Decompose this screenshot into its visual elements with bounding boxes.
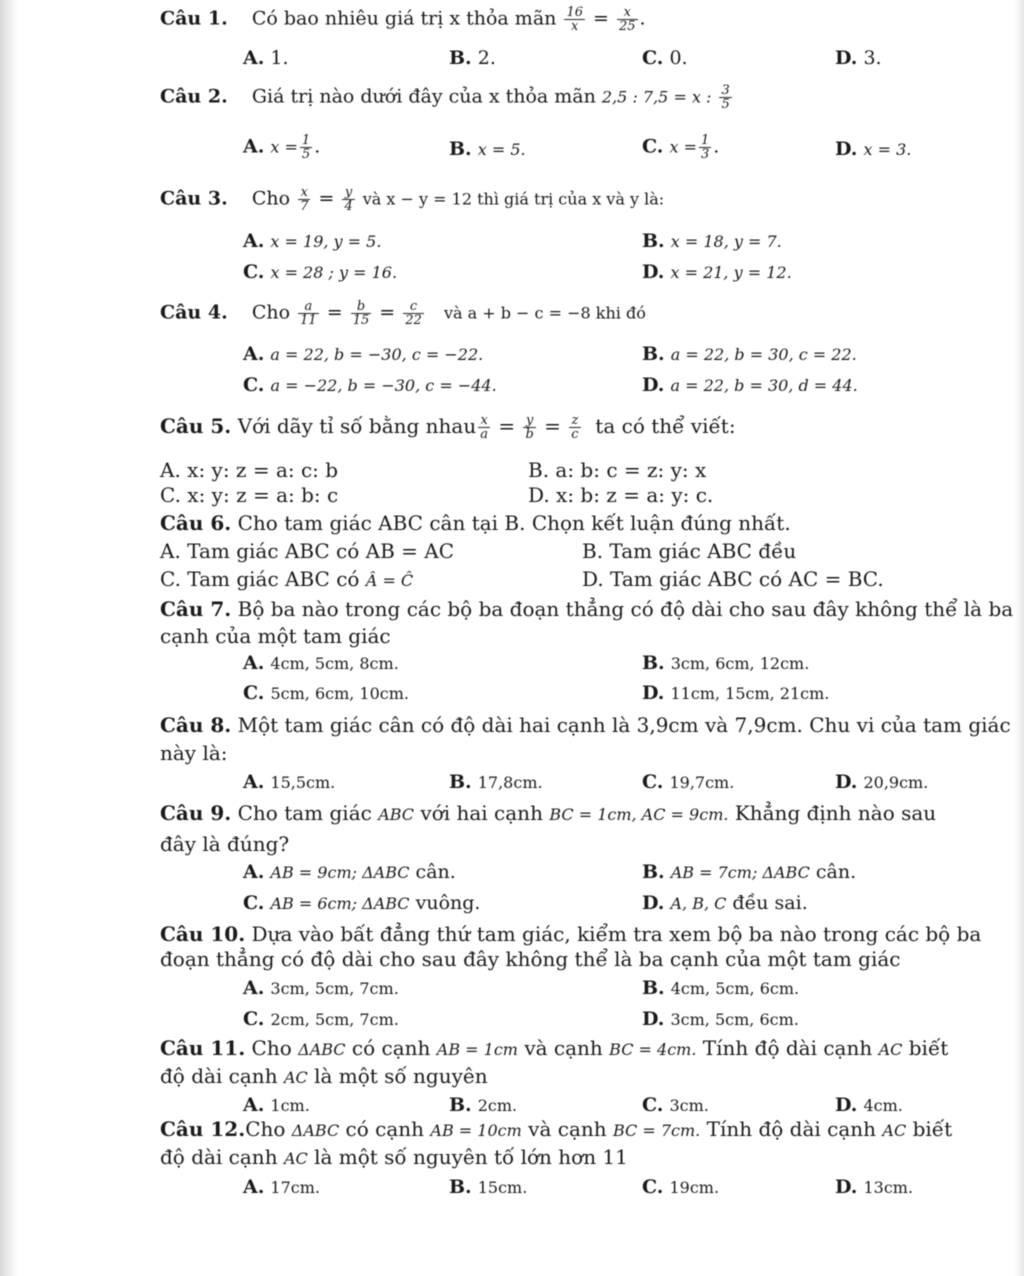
option-label: C.: [243, 374, 265, 396]
frac-num: c: [403, 300, 424, 314]
question-stem: Cho: [251, 1036, 292, 1060]
option-text: cân.: [415, 861, 456, 883]
question-stem: và x − y = 12 thì giá trị của x và y là:: [362, 189, 665, 209]
question-2: [160, 84, 734, 111]
fraction: [719, 84, 731, 111]
question-stem: và cạnh: [524, 1036, 603, 1060]
question-stem: Giá trị nào dưới đây của x thỏa mãn: [251, 85, 596, 108]
question-label: Câu 1.: [160, 7, 228, 30]
question-stem: Tính độ dài cạnh: [706, 1117, 877, 1141]
option-label: B.: [642, 977, 665, 999]
math-expr: AB = 7cm; ΔABC: [670, 863, 810, 882]
option-label: D.: [835, 47, 858, 69]
question-stem: Cho: [251, 187, 291, 210]
frac-num: x: [617, 6, 638, 20]
punct: .: [314, 135, 321, 158]
option-text: a = 22, b = −30, c = −22.: [270, 345, 484, 364]
option-label: A.: [243, 771, 265, 793]
option-label: D.: [835, 1094, 858, 1116]
option-label: A.: [243, 977, 265, 999]
option-text: 1.: [270, 47, 289, 69]
math-expr: Â = Ĉ: [365, 571, 414, 590]
question-12: [160, 1117, 952, 1143]
option-label: B.: [449, 771, 472, 793]
question-label: Câu 8.: [160, 713, 232, 737]
question-4: [160, 300, 646, 327]
option-text: 19,7cm.: [669, 773, 735, 792]
option-a: [243, 134, 320, 161]
fraction: [298, 300, 319, 327]
option-d: [835, 770, 928, 795]
option-a: [243, 976, 399, 1001]
math-expr: AC: [878, 1040, 903, 1059]
equals: =: [379, 301, 396, 324]
option-label: A.: [243, 230, 265, 252]
fraction: [569, 414, 580, 441]
math-expr: BC = 4cm.: [609, 1040, 697, 1059]
frac-num: x: [298, 186, 310, 200]
option-label: B.: [449, 138, 472, 160]
option-text: 17,8cm.: [477, 773, 543, 792]
math-expr: ABC: [378, 805, 415, 824]
option-b: [449, 1093, 517, 1118]
frac-num: y: [342, 186, 354, 200]
option-label: D.: [835, 138, 858, 160]
option-text: 2.: [477, 47, 496, 69]
option-text: 3cm, 6cm, 12cm.: [670, 654, 810, 673]
frac-num: z: [569, 414, 580, 428]
option-d: [642, 1007, 799, 1032]
math-expr: AC: [283, 1068, 308, 1087]
option-b: [642, 860, 856, 885]
option-a: [243, 651, 399, 676]
option-b: [642, 651, 809, 676]
option-a: A. Tam giác ABC có AB = AC: [160, 539, 455, 563]
frac-num: a: [298, 300, 319, 314]
math-expr: A, B, C: [670, 894, 727, 913]
option-c: [243, 891, 480, 916]
option-c: [160, 567, 413, 593]
option-label: A.: [243, 1094, 265, 1116]
option-text: 15cm.: [477, 1178, 528, 1197]
option-b: [449, 46, 496, 70]
fraction: [342, 186, 354, 213]
option-text: x = 3.: [863, 140, 912, 159]
option-label: D.: [642, 1008, 665, 1030]
fraction: [403, 300, 424, 327]
option-label: D.: [642, 682, 665, 704]
equals: =: [326, 301, 343, 324]
fraction: [564, 6, 585, 33]
math-expr: BC = 1cm, AC = 9cm.: [549, 805, 729, 824]
option-text: 3cm.: [669, 1096, 709, 1115]
option-text: a = 22, b = 30, d = 44.: [670, 376, 858, 395]
frac-num: x: [478, 414, 490, 428]
math-expr: AB = 10cm: [430, 1121, 522, 1140]
option-text: 20,9cm.: [863, 773, 929, 792]
option-a: [243, 229, 381, 254]
option-label: C.: [243, 682, 265, 704]
frac-den: 15: [352, 313, 370, 328]
frac-den: 5: [301, 147, 311, 162]
option-label: D.: [642, 261, 665, 283]
question-stem: với hai cạnh: [420, 801, 543, 825]
option-d: [835, 46, 882, 70]
frac-num: y: [523, 414, 535, 428]
math-expr: BC = 7cm.: [612, 1121, 701, 1140]
option-c: [243, 681, 409, 706]
question-7: [160, 597, 1013, 621]
option-text: 15,5cm.: [270, 773, 336, 792]
option-d: [835, 1175, 913, 1200]
frac-den: b: [525, 427, 534, 442]
option-label: D.: [835, 771, 858, 793]
question-11: [160, 1036, 948, 1062]
question-label: Câu 2.: [160, 85, 228, 108]
option-text: x = 28 ; y = 16.: [270, 263, 398, 282]
option-label: A.: [243, 861, 265, 883]
option-text: 2cm.: [477, 1096, 518, 1115]
option-text: 5cm, 6cm, 10cm.: [270, 684, 409, 703]
fraction: [523, 414, 535, 441]
question-stem: và cạnh: [528, 1117, 607, 1141]
question-stem: Tính độ dài cạnh: [702, 1036, 873, 1060]
option-a: [243, 860, 456, 885]
option-label: A.: [243, 135, 265, 158]
frac-num: 1: [301, 133, 311, 148]
frac-num: 3: [721, 83, 730, 98]
question-8: [160, 713, 1011, 737]
frac-den: 7: [300, 199, 309, 214]
option-label: C.: [642, 771, 664, 793]
option-a: [243, 342, 483, 367]
option-label: A.: [243, 652, 265, 674]
fraction: [298, 186, 310, 213]
option-text: 0.: [669, 47, 688, 69]
question-stem-cont: cạnh của một tam giác: [160, 624, 391, 648]
option-label: C.: [642, 1094, 664, 1116]
question-label: Câu 11.: [160, 1036, 246, 1060]
option-text: 13cm.: [863, 1178, 914, 1197]
math-expr: x =: [270, 137, 298, 157]
punct: .: [639, 7, 646, 30]
option-d: D. Tam giác ABC có AC = BC.: [582, 567, 884, 591]
question-stem: Dựa vào bất đẳng thứ tam giác, kiểm tra xem bộ ba nào trong các bộ ba: [251, 922, 982, 946]
option-b: [449, 137, 526, 162]
option-d: [642, 260, 792, 285]
option-text: 2cm, 5cm, 7cm.: [270, 1010, 399, 1029]
option-c: C. x: y: z = a: b: c: [160, 483, 339, 507]
option-text: 1cm.: [270, 1096, 310, 1115]
option-text: a = −22, b = −30, c = −44.: [270, 376, 497, 395]
option-label: B.: [449, 47, 472, 69]
option-label: C.: [642, 135, 664, 158]
question-stem: Một tam giác cân có độ dài hai cạnh là 3,9cm và 7,9cm. Chu vi của tam giác: [237, 713, 1011, 737]
fraction: [478, 414, 490, 441]
math-expr: AB = 1cm: [436, 1040, 518, 1059]
question-stem: ta có thể viết:: [595, 414, 736, 438]
option-text: 17cm.: [270, 1178, 320, 1197]
question-stem: có cạnh: [351, 1036, 431, 1060]
option-b: [642, 229, 782, 254]
frac-den: c: [571, 427, 579, 442]
math-expr: x =: [669, 137, 697, 157]
question-stem: là một số nguyên: [314, 1064, 488, 1088]
equals: =: [498, 414, 516, 438]
option-label: A.: [243, 1176, 265, 1198]
option-label: A.: [243, 343, 265, 365]
option-text: 11cm, 15cm, 21cm.: [670, 684, 830, 703]
question-10: [160, 922, 981, 946]
option-label: B.: [642, 343, 665, 365]
question-stem: có cạnh: [345, 1117, 425, 1141]
question-stem: Với dãy tỉ số bằng nhau: [237, 414, 477, 438]
option-c: [642, 46, 688, 70]
option-c: [642, 134, 719, 161]
math-expr: AC: [283, 1149, 308, 1168]
frac-den: x: [571, 19, 579, 34]
option-label: D.: [642, 892, 665, 914]
question-label: Câu 3.: [160, 187, 228, 210]
option-text: 3.: [863, 47, 882, 69]
equals: =: [593, 7, 609, 30]
question-1: [160, 6, 646, 33]
option-a: [243, 1093, 310, 1118]
option-d: D. x: b: z = a: y: c.: [528, 483, 714, 507]
fraction: [300, 134, 312, 161]
math-expr: 2,5 : 7,5 = x :: [601, 87, 712, 107]
fraction: [617, 6, 638, 33]
math-expr: AB = 9cm; ΔABC: [270, 863, 410, 882]
option-text: a = 22, b = 30, c = 22.: [670, 345, 857, 364]
option-text: cân.: [815, 861, 857, 883]
option-text: 4cm.: [863, 1096, 903, 1115]
frac-num: 1: [700, 133, 710, 148]
question-stem: biết: [912, 1117, 953, 1141]
question-stem: độ dài cạnh: [160, 1064, 278, 1088]
option-c: [243, 373, 497, 398]
fraction: [699, 134, 711, 161]
question-stem: Có bao nhiêu giá trị x thỏa mãn: [251, 7, 557, 30]
equals: =: [544, 414, 561, 438]
question-label: Câu 7.: [160, 597, 232, 621]
option-c: [243, 1007, 399, 1032]
question-label: Câu 4.: [160, 301, 228, 324]
question-stem: Cho tam giác ABC cân tại B. Chọn kết luận đúng nhất.: [237, 511, 791, 535]
option-a: A. x: y: z = a: c: b: [160, 458, 339, 482]
option-text: vuông.: [415, 892, 481, 914]
question-stem-cont: đoạn thẳng có độ dài cho sau đây không thể là ba cạnh của một tam giác: [160, 947, 901, 971]
question-stem: Bộ ba nào trong các bộ ba đoạn thẳng có độ dài cho sau đây không thể là ba: [237, 597, 1014, 621]
frac-den: 3: [700, 147, 710, 162]
option-b: [642, 342, 857, 367]
option-text: 3cm, 5cm, 7cm.: [270, 979, 399, 998]
equals: =: [318, 187, 335, 210]
option-text: 19cm.: [669, 1178, 720, 1197]
option-d: [642, 681, 829, 706]
option-label: D.: [835, 1176, 858, 1198]
question-label: Câu 12.: [160, 1117, 246, 1141]
option-label: A.: [243, 47, 265, 69]
option-label: B.: [642, 230, 665, 252]
option-c: [642, 1175, 719, 1200]
question-stem-cont: này là:: [160, 741, 228, 765]
option-a: [243, 1175, 320, 1200]
math-expr: ΔABC: [298, 1040, 346, 1059]
question-3: [160, 186, 664, 213]
option-text: đều sai.: [732, 892, 808, 914]
option-text: C. Tam giác ABC có: [160, 567, 360, 591]
option-label: B.: [449, 1176, 472, 1198]
option-a: [243, 46, 289, 70]
option-label: C.: [642, 47, 664, 69]
question-stem: biết: [908, 1036, 949, 1060]
question-label: Câu 10.: [160, 922, 246, 946]
option-text: 4cm, 5cm, 8cm.: [270, 654, 399, 673]
option-label: B.: [642, 652, 665, 674]
question-9: [160, 801, 936, 827]
question-5: [160, 414, 736, 441]
question-stem: Khẳng định nào sau: [734, 801, 937, 825]
question-stem: Cho tam giác: [237, 801, 372, 825]
question-stem: là một số nguyên tố lớn hơn 11: [314, 1145, 628, 1169]
question-stem: Cho: [245, 1117, 286, 1141]
option-label: D.: [642, 374, 665, 396]
option-a: [243, 770, 335, 795]
frac-num: b: [351, 300, 372, 314]
frac-den: 22: [405, 313, 422, 328]
option-d: [642, 891, 808, 916]
option-label: B.: [642, 861, 665, 883]
question-6: [160, 511, 791, 535]
question-stem-cont: đây là đúng?: [160, 832, 290, 856]
option-label: B.: [449, 1094, 472, 1116]
option-text: 3cm, 5cm, 6cm.: [670, 1010, 799, 1029]
question-stem: Cho: [251, 301, 291, 324]
question-label: Câu 6.: [160, 511, 232, 535]
option-c: [243, 260, 397, 285]
math-expr: AB = 6cm; ΔABC: [270, 894, 410, 913]
frac-den: a: [480, 427, 488, 442]
question-stem-cont: [160, 1145, 628, 1171]
question-label: Câu 5.: [160, 414, 232, 438]
punct: .: [713, 135, 720, 158]
fraction: [351, 300, 372, 327]
option-d: [642, 373, 858, 398]
question-stem-cont: [160, 1064, 488, 1090]
option-label: C.: [243, 261, 265, 283]
option-b: [449, 1175, 527, 1200]
option-c: [642, 1093, 709, 1118]
option-c: [642, 770, 734, 795]
question-stem: và a + b − c = −8 khi đó: [443, 303, 646, 323]
option-b: B. a: b: c = z: y: x: [528, 458, 707, 482]
option-d: [835, 1093, 903, 1118]
math-expr: ΔABC: [291, 1121, 340, 1140]
option-text: 4cm, 5cm, 6cm.: [670, 979, 800, 998]
option-b: [642, 976, 799, 1001]
frac-den: 11: [300, 313, 317, 328]
frac-den: 5: [721, 97, 730, 112]
option-b: [449, 770, 543, 795]
option-text: x = 19, y = 5.: [270, 232, 382, 251]
option-b: B. Tam giác ABC đều: [582, 539, 797, 563]
option-text: x = 18, y = 7.: [670, 232, 782, 251]
option-label: C.: [642, 1176, 664, 1198]
option-label: C.: [243, 1008, 265, 1030]
math-expr: AC: [882, 1121, 907, 1140]
frac-num: 16: [566, 5, 583, 20]
frac-den: 4: [344, 199, 353, 214]
option-text: x = 21, y = 12.: [670, 263, 792, 282]
frac-den: 25: [619, 19, 636, 34]
question-label: Câu 9.: [160, 801, 232, 825]
question-stem: độ dài cạnh: [160, 1145, 278, 1169]
option-d: [835, 137, 911, 162]
option-text: x = 5.: [477, 140, 526, 159]
option-label: C.: [243, 892, 265, 914]
